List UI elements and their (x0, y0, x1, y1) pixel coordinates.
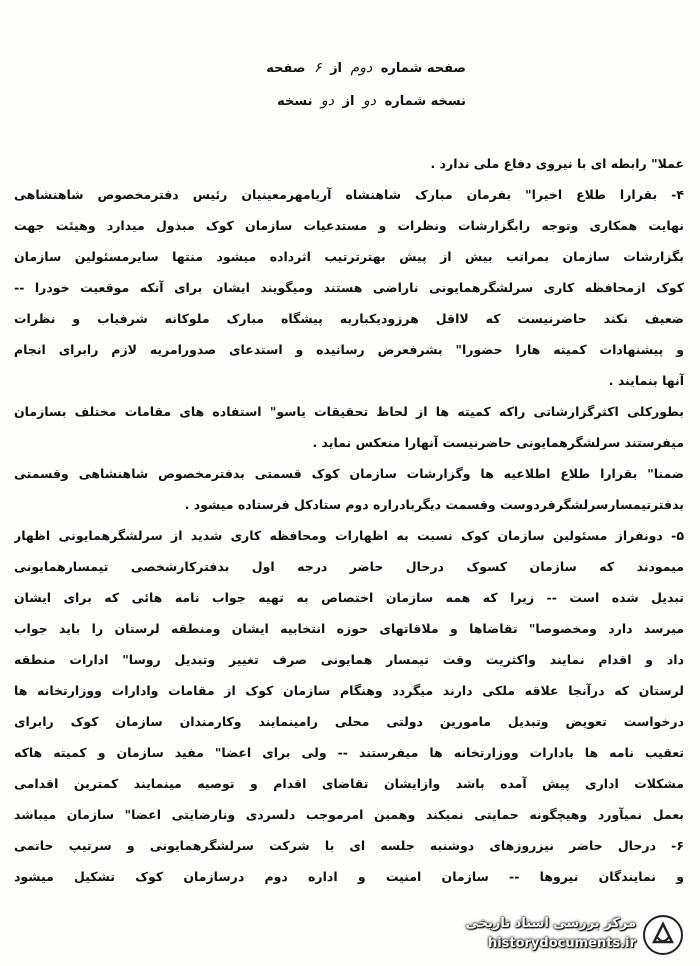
body-line: کوک ازمحافظه کاری سرلشگرهمایونی ناراضی هستند ومیگویند ایشان برای آنکه موقعیت خودرا -- (14, 280, 684, 295)
page-suffix: صفحه (266, 61, 306, 76)
copy-total-handwritten: دو (321, 93, 335, 109)
page-number-handwritten: دوم (350, 60, 373, 76)
body-line: بطورکلی اکثرگزارشاتی راکه کمیته ها از لحاظ تحقیقات یاسو" استفاده های مقامات مختلف بسازمان (14, 404, 684, 419)
body-line: تبدیل شده است -- زیرا که همه سازمان اختصاص به تهیه جواب نامه هائی که برای ایشان (14, 590, 684, 605)
body-line: و نمایندگان نیروها -- سازمان امنیت و اداره دوم درسازمان کوک تشکیل میشود (14, 869, 684, 884)
archive-logo-icon (642, 914, 684, 956)
copy-label: نسخه شماره (384, 94, 466, 109)
body-line: میمودند که سازمان کسوک درحال حاضر درجه اول بدفترکارشخصی تیمسارهمایونی (14, 559, 684, 574)
body-line: درخواست تعویض وتبدیل مامورین دولتی محلی رامینمایند وکارمندان سازمان کوک رابرای (14, 714, 684, 729)
page-total-handwritten: ۶ (314, 60, 322, 76)
watermark (418, 912, 688, 958)
body-line: مشکلات اداری پیش آمده باشد وازایشان تقاضای اقدام و توصیه مینمایند کمترین اقدامی (14, 776, 684, 791)
body-line: ۵- دونفراز مسئولین سازمان کوک نسبت به اظهارات ومحافظه کاری شدید از سرلشگرهمایونی اظهار (14, 528, 684, 543)
copy-of: از (342, 94, 355, 109)
copy-suffix: نسخه (277, 94, 313, 109)
copy-number-handwritten: دو (363, 93, 377, 109)
watermark-fa: مرکز بررسی اسناد تاریخی (465, 916, 636, 931)
body-line: و پیشنهادات کمیته هارا حضورا" بشرفعرض رسانیده و استدعای صدورامریه لازم رابرای انجام (14, 342, 684, 357)
body-line: لرستان که درآنجا علاقه ملکی دارند میگردد وهنگام سازمان کوک از مقامات وادارات ووزارتخانه ها (14, 683, 684, 698)
body-line: میرسد دارد ومخصوصا" تقاضاها و ملاقاتهای حوزه انتخابیه ایشان ومنطقه لرستان را باید جواب (14, 621, 684, 636)
document-body (14, 148, 684, 892)
page-label: صفحه شماره (380, 61, 466, 76)
page-number-line (266, 60, 466, 76)
body-line: تعقیب نامه ها بادارات ووزارتخانه ها میفرستند -- ولی برای اعضا" مفید سازمان و کمیته هاکه (14, 745, 684, 760)
body-line: ۶- درحال حاضر نیزروزهای دوشنبه جلسه ای با شرکت سرلشگرهمایونی و سرتیپ حاتمی (14, 838, 684, 853)
body-line: عملا" رابطه ای با نیروی دفاع ملی ندارد . (430, 156, 684, 171)
body-line: بگزارشات سازمان بمراتب بیش از پیش بهترترتیب اثرداده میشود منتها سایرمسئولین سازمان (14, 249, 684, 264)
body-line: آنها بنمایند . (608, 373, 684, 388)
body-line: نهایت همکاری وتوجه رابگزارشات ونظرات و مستدعیات سازمان کوک مبذول میدارد وهیئت جهت (14, 218, 684, 233)
body-line: ۴- بقرارا طلاع اخیرا" بفرمان مبارک شاهنشاه آریامهرمعینیان رئیس دفترمخصوص شاهنشاهی (14, 187, 684, 202)
body-line: ضعیف نکند حاضرنیست که لااقل هرزودیکباربه پیشگاه مبارک ملوکانه شرفیاب و نظرات (14, 311, 684, 326)
watermark-en: historydocuments.ir (487, 936, 636, 951)
copy-number-line (277, 93, 466, 109)
page-of: از (330, 61, 343, 76)
body-line: داد و اقدام نمایند واکثریت وقت تیمسار همایونی صرف تغییر وتبدیل روسا" ادارات منطقه (14, 652, 684, 667)
body-line: ضمنا" بقرارا طلاع اطلاعیه ها وگزارشات سازمان کوک قسمتی بدفترمخصوص شاهنشاهی وقسمتی (14, 466, 684, 481)
body-line: بدفترتیمسارسرلشگرفردوست وقسمت دیگربادراره دوم ستادکل فرستاده میشود . (184, 497, 684, 512)
body-line: میفرستند سرلشگرهمایونی حاضرنیست آنهارا منعکس نماید . (312, 435, 684, 450)
body-line: بعمل نمیآورد وهیچگونه حمایتی نمیکند وهمین امرموجب دلسردی ونارضایتی اعضا" سازمان میباشد (14, 807, 684, 822)
